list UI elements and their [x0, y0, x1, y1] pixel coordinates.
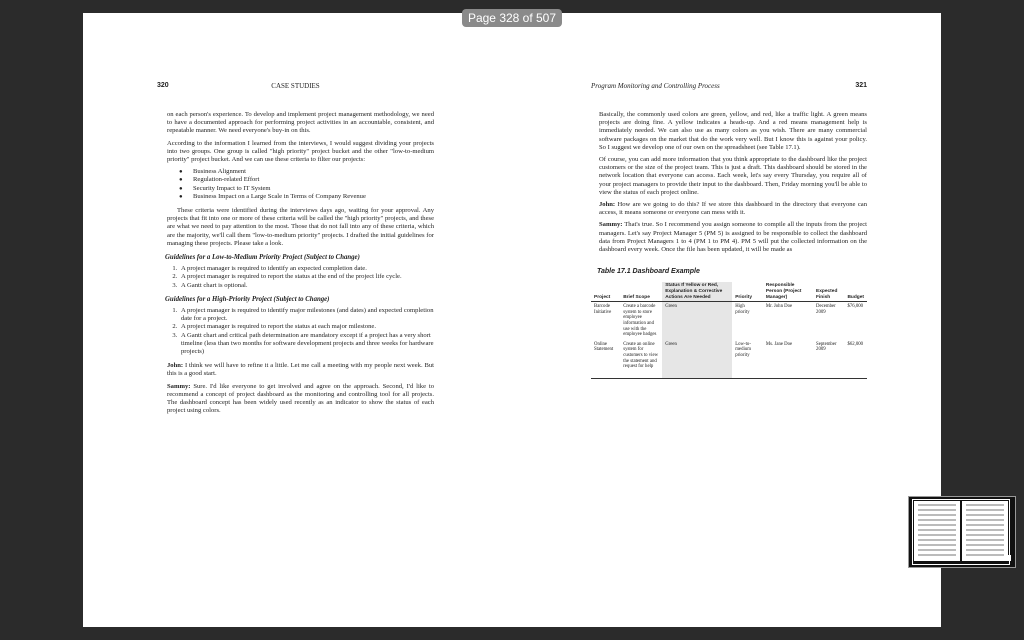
page-body [594, 111, 867, 379]
resize-handle-icon[interactable] [1005, 555, 1011, 561]
dialogue-paragraph [599, 201, 867, 217]
column-header: Responsible Person (Project Manager) [763, 282, 813, 301]
list-item: 1. A project manager is required to identify an expected completion date. [179, 265, 434, 273]
paragraph: Of course, you can add more information that you think appropriate to the dashboard like the project customers or the size of the project team. This is just a draft. This dashboard should be stored in the network location that everyone can access. Each week, let's say every Thursday, you require all of your project managers to provide their input to the dashboard. Then, Friday morning you'll be able to view the status of each project online. [599, 156, 867, 196]
page-number: 320 [157, 82, 169, 89]
dialogue-text: That's true. So I recommend you assign someone to compile all the inputs from the project managers. Let's say Project Manager 5 (PM 5) is assigned to be responsible to collect the dashboard data from Project Managers 1 to 4 (PM 1 to PM 4). PM 5 will put the collected information on the dashboard every week. Once the file has been updated, it will be made as [599, 221, 867, 254]
page-spread [83, 13, 941, 627]
running-head-title: Program Monitoring and Controlling Process [591, 82, 720, 90]
list-item: ● Business Alignment [185, 168, 434, 176]
thumbnail-viewport-frame[interactable] [912, 499, 1010, 565]
column-header: Status If Yellow or Red, Explanation & Corrective Actions Are Needed [662, 282, 732, 301]
speaker-name: John: [167, 362, 184, 370]
page-body [167, 111, 434, 420]
list-item: 3. A Gantt chart is optional. [179, 282, 434, 290]
table-cell: September 2009 [813, 340, 844, 378]
speaker-name: John: [599, 201, 616, 209]
table-cell: Online Statement [591, 340, 620, 378]
table-cell: High priority [735, 304, 750, 315]
table-cell: Ms. Jane Doe [763, 340, 813, 378]
page-indicator: Page 328 of 507 [462, 9, 562, 27]
section-heading: Guidelines for a High-Priority Project (Subject to Change) [165, 295, 330, 303]
speaker-name: Sammy: [167, 382, 191, 390]
page-thumbnail-navigator[interactable] [908, 496, 1016, 568]
paragraph: These criteria were identified during the interviews days ago, waiting for your approval. Any projects that fit into one or more of these criteria will be called the "high priority" projects, and these are what we need to pay attention to the most. Those that do not fall into any of these criteria, which are the majority, we'll call them "low-to-medium priority" projects. I drafted the initial guidelines for managing these projects. Please take a look. [167, 207, 434, 247]
table-caption: Table 17.1 Dashboard Example [597, 268, 700, 276]
section-heading: Guidelines for a Low-to-Medium Priority Project (Subject to Change) [165, 254, 360, 262]
paragraph: According to the information I learned from the interviews, I would suggest dividing your projects into two groups. One group is called "high priority" project bucket and the other "low-to-medium priority" project bucket. And we can use these criteria to filter our projects: [167, 139, 434, 164]
dialogue-text: Sure. I'd like everyone to get involved and agree on the approach. Second, I'd like to recommend a concept of project dashboard as the monitoring and controlling tool for all projects. The dashboard concept has been widely used recently as an indicator to show the status of each project using colors. [167, 382, 434, 415]
dialogue-paragraph [167, 362, 434, 378]
criteria-list [167, 168, 434, 201]
right-page [591, 13, 867, 627]
table-cell: Green [662, 302, 732, 340]
table-cell: Barcode Initiative [594, 304, 612, 315]
table-row [591, 302, 867, 340]
table-row [591, 340, 867, 378]
column-header: Priority [732, 282, 763, 301]
running-head-title: CASE STUDIES [271, 82, 320, 90]
running-head [157, 82, 434, 92]
dashboard-table [591, 282, 867, 378]
list-item: 2. A project manager is required to report the status at the end of the project life cycle. [179, 273, 434, 281]
column-header: Project [591, 282, 620, 301]
table-cell: $62,000 [844, 340, 867, 378]
list-item: ● Regulation-related Effort [185, 176, 434, 184]
dialogue-text: I think we will have to refine it a little. Let me call a meeting with my people next week. But this is a good start. [167, 362, 434, 378]
table-cell: Create a barcode system to store employee information and use with the employee badges [623, 304, 657, 338]
guideline-list [167, 307, 434, 356]
table-cell: Low-to-medium priority [732, 340, 763, 378]
running-head [591, 82, 867, 92]
left-page [157, 13, 434, 627]
column-header: Brief Scope [620, 282, 662, 301]
table-cell: $76,000 [847, 304, 864, 310]
table-cell: December 2009 [816, 304, 836, 315]
table-header-row [591, 282, 867, 301]
guideline-list [167, 265, 434, 290]
list-item: 1. A project manager is required to identify major milestones (and dates) and expected completion date for a project. [179, 307, 434, 323]
list-item: 2. A project manager is required to report the status at each major milestone. [179, 323, 434, 331]
table-cell: Green [662, 340, 732, 378]
column-header: Expected Finish [813, 282, 844, 301]
column-header: Budget [844, 282, 867, 301]
table-cell: Mr. John Doe [765, 304, 793, 310]
list-item: 3. A Gantt chart and critical path determination are mandatory except if a project has a very short timeline (less than two months for software development projects and three weeks for hardware projects) [179, 332, 434, 357]
paragraph: Basically, the commonly used colors are green, yellow, and red, like a traffic light. A green means projects are doing fine. A yellow indicates a heads-up. And a red means management help is immediately needed. We can also use as many colors as you wish. There are many commercial software packages on the market that do the work very well. But I know this is against your policy. So I suggest we develop one of our own on the spreadsheet (see Table 17.1). [599, 111, 867, 151]
speaker-name: Sammy: [599, 221, 623, 229]
paragraph: on each person's experience. To develop and implement project management methodology, we need to have a documented approach for performing project activities in an accountable, consistent, and repeatable manner. We need everyone's buy-in on this. [167, 111, 434, 135]
list-item: ● Business Impact on a Large Scale in Terms of Company Revenue [185, 193, 434, 201]
table-cell: Create an online system for customers to view the statement and request for help [620, 340, 662, 378]
list-item: ● Security Impact to IT System [185, 185, 434, 193]
dialogue-paragraph [599, 221, 867, 254]
page-number: 321 [855, 82, 867, 89]
dialogue-text: How are we going to do this? If we store this dashboard in the directory that everyone can access, it means someone or everyone can mess with it. [599, 201, 867, 217]
dialogue-paragraph [167, 383, 434, 416]
